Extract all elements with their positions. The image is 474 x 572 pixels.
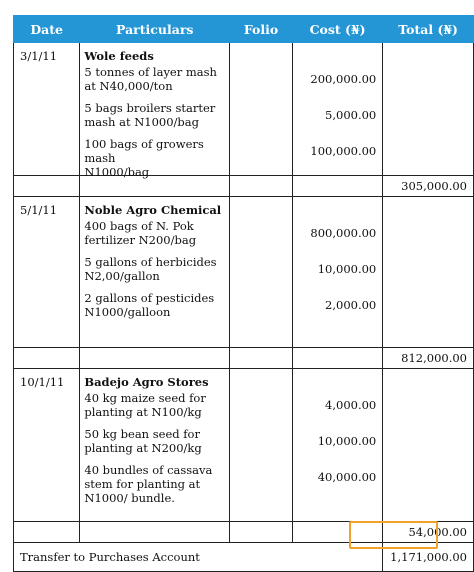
item-cost: 10,000.00 (317, 262, 377, 276)
header-row (14, 16, 474, 43)
entry-date: 5/1/11 (14, 197, 80, 348)
item-line: 50 kg bean seed for (84, 427, 200, 441)
item-cost: 5,000.00 (325, 108, 377, 122)
empty-cell (80, 348, 230, 369)
empty-cell (80, 522, 230, 543)
header-particulars: Particulars (80, 16, 230, 43)
item-cost: 4,000.00 (325, 398, 377, 412)
item-line: fertilizer N200/bag (84, 233, 197, 247)
item-line: mash at N1000/bag (84, 115, 200, 129)
purchases-ledger-table (13, 15, 474, 572)
item-description (80, 65, 229, 101)
item-line: 5 tonnes of layer mash (84, 65, 217, 79)
item-description (80, 291, 229, 347)
particulars-cell (80, 197, 230, 348)
grand-total-highlight (349, 521, 438, 549)
folio-cell (230, 197, 293, 348)
folio-cell (230, 369, 293, 522)
particulars-cell (80, 369, 230, 522)
item-line: 40 kg maize seed for (84, 391, 206, 405)
header-date: Date (14, 16, 80, 43)
entry-date: 3/1/11 (14, 43, 80, 176)
entry-row-wole-feeds (14, 43, 474, 176)
item-line: 100 bags of growers mash (84, 137, 204, 165)
item-description (80, 255, 229, 291)
transfer-label: Transfer to Purchases Account (14, 543, 383, 572)
entry-row-badejo-agro (14, 369, 474, 522)
item-line: stem for planting at (84, 477, 201, 491)
item-line: N2,00/gallon (84, 269, 160, 283)
header-total: Total (₦) (383, 16, 474, 43)
item-description (80, 137, 229, 179)
item-line: planting at N200/kg (84, 441, 202, 455)
folio-cell (230, 43, 293, 176)
item-description (80, 219, 229, 255)
item-cost: 10,000.00 (317, 434, 377, 448)
item-line: 40 bundles of cassava (84, 463, 213, 477)
total-cell (383, 197, 474, 348)
empty-cell (230, 176, 293, 197)
item-cost: 800,000.00 (310, 226, 377, 240)
cost-cell (292, 43, 382, 176)
subtotal-value: 54,000.00 (383, 522, 474, 543)
item-cost: 100,000.00 (310, 144, 377, 158)
item-cost: 200,000.00 (310, 72, 377, 86)
entry-date: 10/1/11 (14, 369, 80, 522)
item-description (80, 427, 229, 463)
header-cost: Cost (₦) (292, 16, 382, 43)
supplier-name: Noble Agro Chemical (84, 203, 222, 217)
empty-cell (14, 348, 80, 369)
header-folio: Folio (230, 16, 293, 43)
item-description (80, 391, 229, 427)
subtotal-row (14, 348, 474, 369)
item-line: 2 gallons of pesticides (84, 291, 215, 305)
item-line: 400 bags of N. Pok (84, 219, 194, 233)
empty-cell (230, 522, 293, 543)
cost-cell (292, 369, 382, 522)
item-line: N1000/bag (84, 165, 150, 179)
empty-cell (230, 348, 293, 369)
total-cell (383, 43, 474, 176)
item-line: 5 gallons of herbicides (84, 255, 217, 269)
item-line: at N40,000/ton (84, 79, 173, 93)
entry-row-noble-agro (14, 197, 474, 348)
item-line: N1000/ bundle. (84, 491, 175, 505)
item-cost: 40,000.00 (317, 470, 377, 484)
empty-cell (14, 176, 80, 197)
item-line: N1000/galloon (84, 305, 171, 319)
empty-cell (292, 176, 382, 197)
subtotal-value: 305,000.00 (383, 176, 474, 197)
empty-cell (292, 348, 382, 369)
supplier-name: Badejo Agro Stores (84, 375, 209, 389)
item-description (80, 463, 229, 521)
particulars-cell (80, 43, 230, 179)
item-description (80, 101, 229, 137)
item-cost: 2,000.00 (325, 298, 377, 312)
item-line: 5 bags broilers starter (84, 101, 216, 115)
empty-cell (14, 522, 80, 543)
grand-total-value: 1,171,000.00 (383, 543, 474, 572)
subtotal-value: 812,000.00 (383, 348, 474, 369)
cost-cell (292, 197, 382, 348)
supplier-name: Wole feeds (84, 49, 154, 63)
item-line: planting at N100/kg (84, 405, 202, 419)
total-cell (383, 369, 474, 522)
subtotal-row (14, 176, 474, 197)
